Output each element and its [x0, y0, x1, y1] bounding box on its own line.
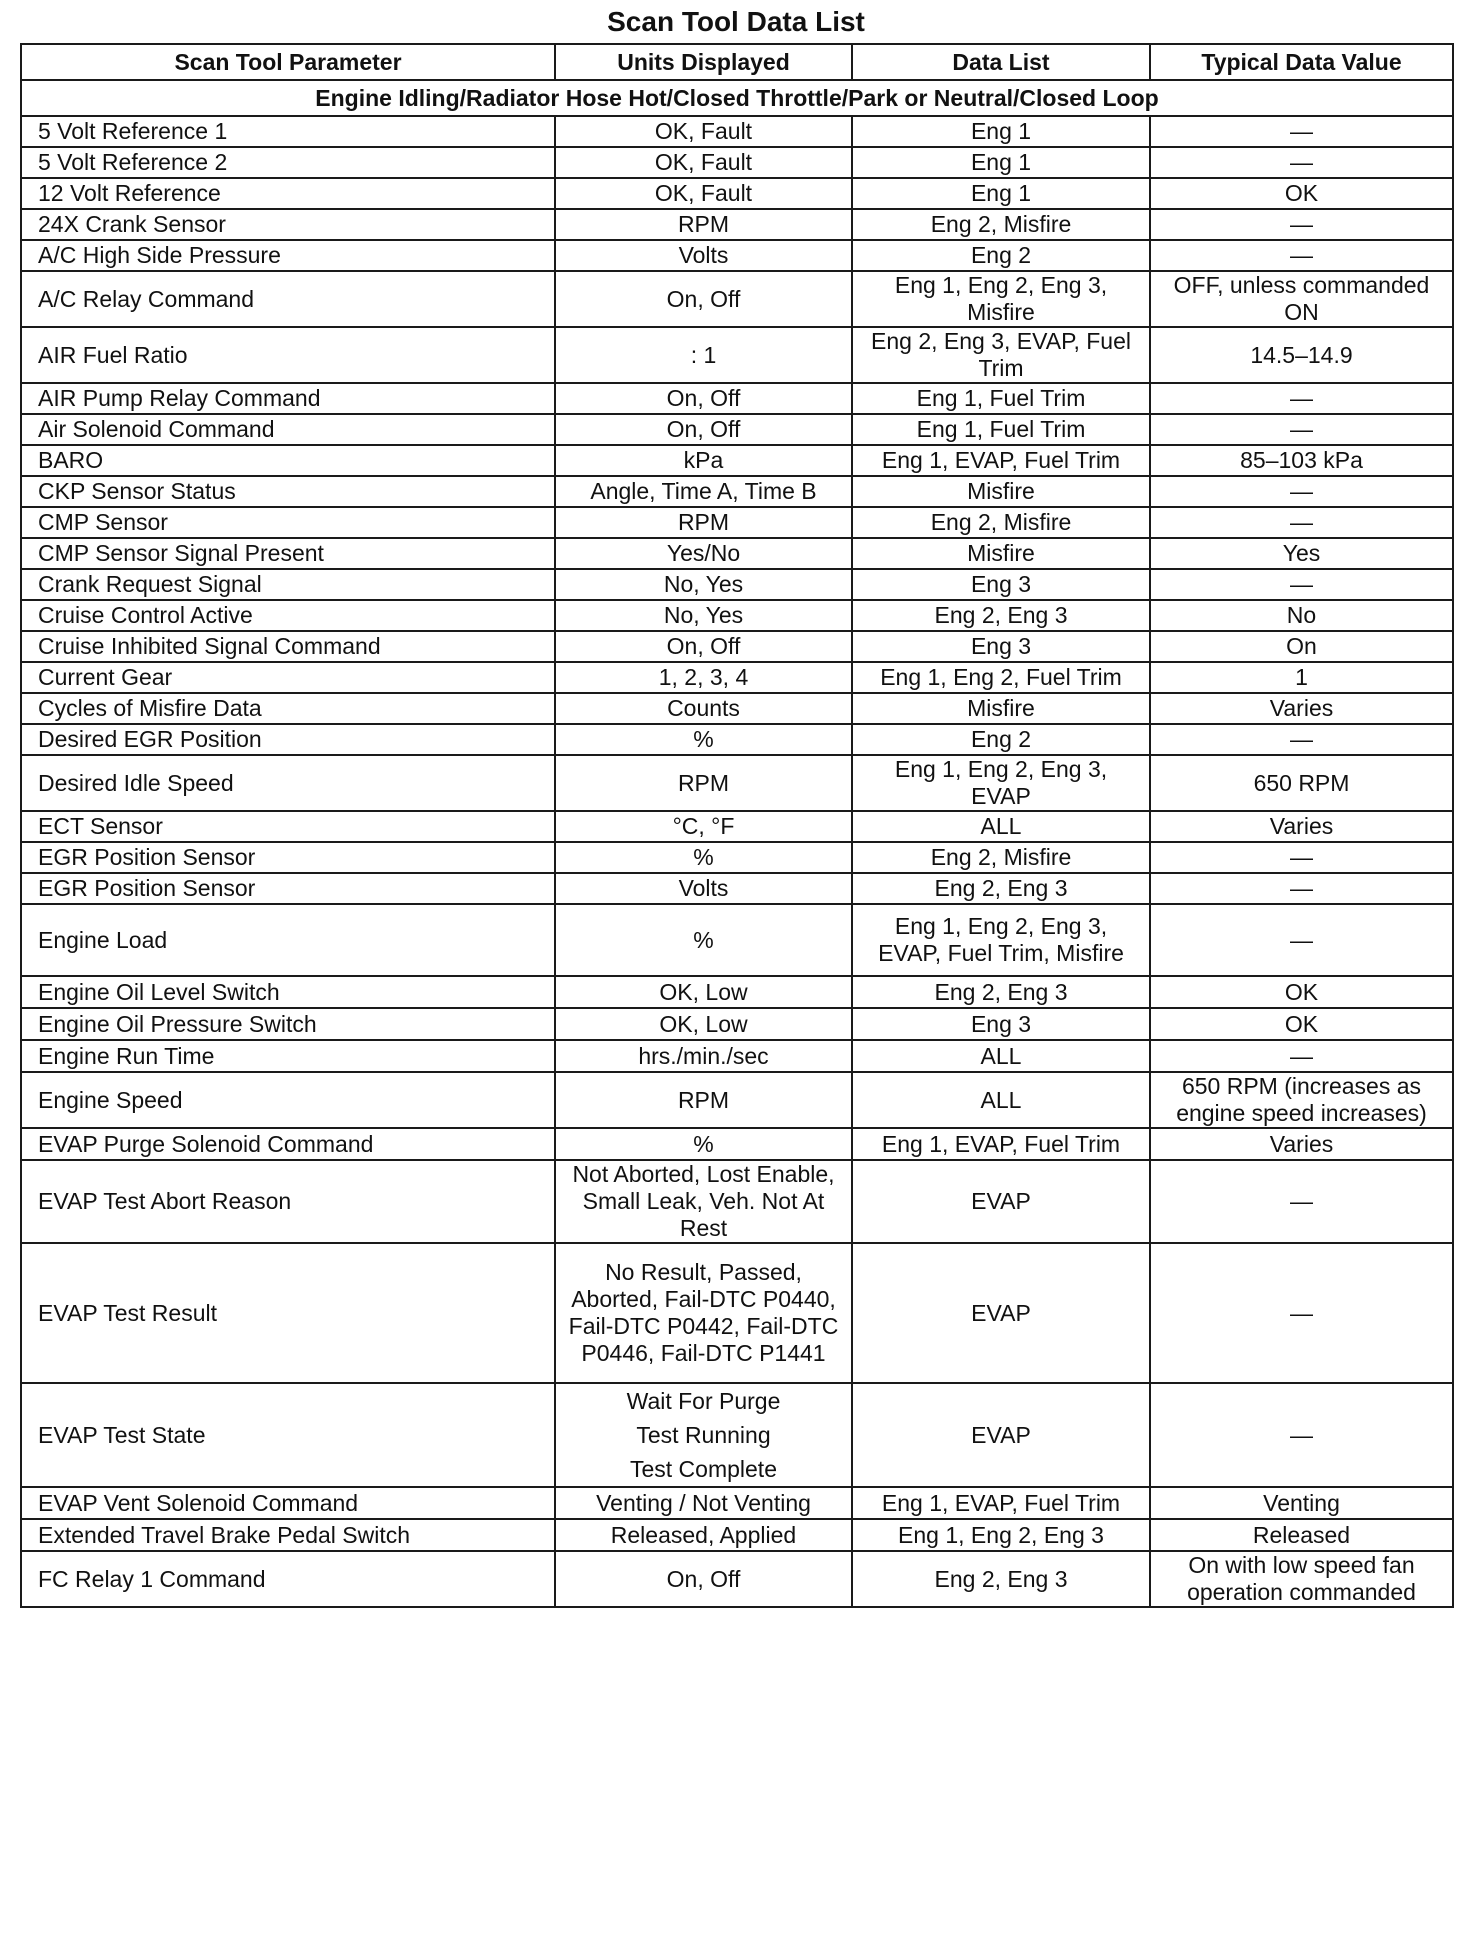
cell-typical-value: 650 RPM: [1150, 755, 1453, 811]
cell-typical-value: —: [1150, 209, 1453, 240]
cell-units-line: Wait For Purge: [626, 1388, 781, 1414]
cell-parameter: EVAP Test Result: [21, 1243, 555, 1383]
table-row: [21, 538, 1453, 569]
table-row: [21, 600, 1453, 631]
table-row: [21, 1008, 1453, 1040]
cell-data-list: Eng 2, Eng 3: [852, 600, 1150, 631]
table-row: [21, 178, 1453, 209]
cell-units: %: [555, 1128, 852, 1160]
cell-parameter: EVAP Vent Solenoid Command: [21, 1487, 555, 1519]
cell-data-list: Eng 1, Fuel Trim: [852, 414, 1150, 445]
cell-units: OK, Low: [555, 976, 852, 1008]
cell-data-list: Eng 2: [852, 240, 1150, 271]
column-header-parameter: Scan Tool Parameter: [21, 44, 555, 80]
table-row: [21, 873, 1453, 904]
cell-units: OK, Fault: [555, 116, 852, 147]
cell-data-list: EVAP: [852, 1383, 1150, 1487]
table-row: [21, 1128, 1453, 1160]
cell-units-line: Test Complete: [629, 1456, 777, 1482]
cell-data-list: Misfire: [852, 476, 1150, 507]
table-row: [21, 271, 1453, 327]
table-row: [21, 445, 1453, 476]
cell-data-list: Eng 1, Eng 2, Eng 3: [852, 1519, 1150, 1551]
table-row: [21, 327, 1453, 383]
table-row: [21, 631, 1453, 662]
cell-parameter: Cruise Inhibited Signal Command: [21, 631, 555, 662]
cell-parameter: A/C Relay Command: [21, 271, 555, 327]
cell-data-list: EVAP: [852, 1160, 1150, 1243]
cell-units: Volts: [555, 873, 852, 904]
cell-units: Venting / Not Venting: [555, 1487, 852, 1519]
cell-units: RPM: [555, 1072, 852, 1128]
table-body: [21, 80, 1453, 1607]
table-row: [21, 507, 1453, 538]
table-row: [21, 1383, 1453, 1487]
scan-tool-data-table: [20, 43, 1454, 1608]
cell-data-list: Eng 1, EVAP, Fuel Trim: [852, 1128, 1150, 1160]
document-title: Scan Tool Data List: [607, 6, 865, 37]
cell-parameter: Desired Idle Speed: [21, 755, 555, 811]
table-row: [21, 755, 1453, 811]
table-row: [21, 1160, 1453, 1243]
cell-data-list: Eng 3: [852, 631, 1150, 662]
cell-data-list: Eng 2, Eng 3: [852, 1551, 1150, 1607]
table-row: [21, 976, 1453, 1008]
cell-parameter: BARO: [21, 445, 555, 476]
cell-typical-value: OFF, unless commanded ON: [1150, 271, 1453, 327]
cell-typical-value: Venting: [1150, 1487, 1453, 1519]
cell-typical-value: On: [1150, 631, 1453, 662]
cell-typical-value: Yes: [1150, 538, 1453, 569]
cell-data-list: Eng 2, Misfire: [852, 842, 1150, 873]
cell-data-list: Eng 2, Misfire: [852, 507, 1150, 538]
cell-parameter: Engine Speed: [21, 1072, 555, 1128]
cell-units: 1, 2, 3, 4: [555, 662, 852, 693]
table-row: [21, 693, 1453, 724]
cell-units: [555, 1383, 852, 1487]
table-row: [21, 414, 1453, 445]
cell-data-list: Misfire: [852, 693, 1150, 724]
table-row: [21, 662, 1453, 693]
cell-typical-value: 14.5–14.9: [1150, 327, 1453, 383]
cell-parameter: CMP Sensor Signal Present: [21, 538, 555, 569]
cell-data-list: EVAP: [852, 1243, 1150, 1383]
cell-typical-value: —: [1150, 1160, 1453, 1243]
cell-typical-value: —: [1150, 414, 1453, 445]
cell-units: On, Off: [555, 414, 852, 445]
cell-parameter: Desired EGR Position: [21, 724, 555, 755]
cell-data-list: Eng 2, Eng 3: [852, 976, 1150, 1008]
cell-typical-value: Varies: [1150, 693, 1453, 724]
column-header-units: Units Displayed: [555, 44, 852, 80]
cell-parameter: Engine Oil Pressure Switch: [21, 1008, 555, 1040]
cell-units: hrs./min./sec: [555, 1040, 852, 1072]
table-row: [21, 811, 1453, 842]
cell-units: Counts: [555, 693, 852, 724]
table-row: [21, 476, 1453, 507]
cell-data-list: Misfire: [852, 538, 1150, 569]
cell-data-list: Eng 1, Fuel Trim: [852, 383, 1150, 414]
table-row: [21, 904, 1453, 976]
cell-typical-value: —: [1150, 1040, 1453, 1072]
cell-data-list: ALL: [852, 1072, 1150, 1128]
cell-parameter: Engine Run Time: [21, 1040, 555, 1072]
cell-units: No Result, Passed, Aborted, Fail-DTC P0440, Fail-DTC P0442, Fail-DTC P0446, Fail-DTC P1441: [555, 1243, 852, 1383]
cell-units: %: [555, 724, 852, 755]
cell-units: Yes/No: [555, 538, 852, 569]
cell-typical-value: On with low speed fan operation commanded: [1150, 1551, 1453, 1607]
column-header-data-list: Data List: [852, 44, 1150, 80]
cell-typical-value: 1: [1150, 662, 1453, 693]
cell-units: No, Yes: [555, 600, 852, 631]
cell-typical-value: —: [1150, 383, 1453, 414]
cell-units: OK, Fault: [555, 147, 852, 178]
cell-units: Not Aborted, Lost Enable, Small Leak, Veh. Not At Rest: [555, 1160, 852, 1243]
cell-units: No, Yes: [555, 569, 852, 600]
table-row: [21, 1040, 1453, 1072]
cell-parameter: ECT Sensor: [21, 811, 555, 842]
cell-data-list: Eng 1, Eng 2, Fuel Trim: [852, 662, 1150, 693]
table-row: [21, 1243, 1453, 1383]
cell-parameter: 5 Volt Reference 2: [21, 147, 555, 178]
cell-typical-value: —: [1150, 873, 1453, 904]
cell-parameter: 24X Crank Sensor: [21, 209, 555, 240]
table-row: [21, 842, 1453, 873]
cell-units: %: [555, 842, 852, 873]
cell-parameter: Current Gear: [21, 662, 555, 693]
cell-units: On, Off: [555, 383, 852, 414]
cell-typical-value: —: [1150, 842, 1453, 873]
table-header-row: [21, 44, 1453, 80]
cell-parameter: EGR Position Sensor: [21, 842, 555, 873]
cell-data-list: Eng 2, Eng 3: [852, 873, 1150, 904]
cell-data-list: ALL: [852, 811, 1150, 842]
cell-typical-value: —: [1150, 1243, 1453, 1383]
cell-units: Angle, Time A, Time B: [555, 476, 852, 507]
cell-parameter: Engine Load: [21, 904, 555, 976]
cell-data-list: Eng 2, Misfire: [852, 209, 1150, 240]
cell-data-list: Eng 1, Eng 2, Eng 3, EVAP, Fuel Trim, Misfire: [852, 904, 1150, 976]
cell-units: RPM: [555, 755, 852, 811]
table-row: [21, 569, 1453, 600]
cell-parameter: AIR Pump Relay Command: [21, 383, 555, 414]
cell-units: : 1: [555, 327, 852, 383]
cell-data-list: Eng 3: [852, 569, 1150, 600]
cell-parameter: CMP Sensor: [21, 507, 555, 538]
cell-data-list: Eng 1: [852, 178, 1150, 209]
cell-data-list: Eng 2: [852, 724, 1150, 755]
cell-typical-value: OK: [1150, 1008, 1453, 1040]
cell-typical-value: Varies: [1150, 811, 1453, 842]
cell-parameter: EVAP Test State: [21, 1383, 555, 1487]
cell-units: %: [555, 904, 852, 976]
cell-typical-value: 85–103 kPa: [1150, 445, 1453, 476]
cell-parameter: Cruise Control Active: [21, 600, 555, 631]
cell-typical-value: 650 RPM (increases as engine speed increases): [1150, 1072, 1453, 1128]
cell-units: Volts: [555, 240, 852, 271]
cell-parameter: FC Relay 1 Command: [21, 1551, 555, 1607]
cell-parameter: Cycles of Misfire Data: [21, 693, 555, 724]
cell-data-list: Eng 1, EVAP, Fuel Trim: [852, 445, 1150, 476]
cell-typical-value: —: [1150, 724, 1453, 755]
cell-units: OK, Fault: [555, 178, 852, 209]
cell-parameter: Air Solenoid Command: [21, 414, 555, 445]
table-row: [21, 1519, 1453, 1551]
table-row: [21, 1551, 1453, 1607]
cell-parameter: Crank Request Signal: [21, 569, 555, 600]
cell-units: On, Off: [555, 271, 852, 327]
cell-typical-value: —: [1150, 569, 1453, 600]
table-row: [21, 147, 1453, 178]
cell-parameter: Extended Travel Brake Pedal Switch: [21, 1519, 555, 1551]
cell-typical-value: —: [1150, 904, 1453, 976]
table-row: [21, 116, 1453, 147]
cell-units: OK, Low: [555, 1008, 852, 1040]
cell-units: kPa: [555, 445, 852, 476]
cell-typical-value: Released: [1150, 1519, 1453, 1551]
cell-typical-value: OK: [1150, 178, 1453, 209]
cell-typical-value: —: [1150, 240, 1453, 271]
cell-typical-value: —: [1150, 476, 1453, 507]
cell-units: RPM: [555, 507, 852, 538]
cell-typical-value: —: [1150, 1383, 1453, 1487]
section-label: Engine Idling/Radiator Hose Hot/Closed Throttle/Park or Neutral/Closed Loop: [21, 80, 1453, 116]
cell-data-list: ALL: [852, 1040, 1150, 1072]
cell-units: Released, Applied: [555, 1519, 852, 1551]
cell-units: RPM: [555, 209, 852, 240]
cell-typical-value: OK: [1150, 976, 1453, 1008]
table-row: [21, 1487, 1453, 1519]
column-header-typical-value: Typical Data Value: [1150, 44, 1453, 80]
cell-parameter: 12 Volt Reference: [21, 178, 555, 209]
cell-parameter: EVAP Test Abort Reason: [21, 1160, 555, 1243]
cell-units: On, Off: [555, 1551, 852, 1607]
cell-units: On, Off: [555, 631, 852, 662]
cell-data-list: Eng 3: [852, 1008, 1150, 1040]
table-row: [21, 383, 1453, 414]
cell-units-line: Test Running: [636, 1422, 771, 1448]
cell-typical-value: Varies: [1150, 1128, 1453, 1160]
cell-typical-value: —: [1150, 507, 1453, 538]
cell-typical-value: No: [1150, 600, 1453, 631]
cell-data-list: Eng 1: [852, 147, 1150, 178]
cell-parameter: 5 Volt Reference 1: [21, 116, 555, 147]
cell-parameter: CKP Sensor Status: [21, 476, 555, 507]
cell-data-list: Eng 2, Eng 3, EVAP, Fuel Trim: [852, 327, 1150, 383]
cell-units: °C, °F: [555, 811, 852, 842]
table-row: [21, 724, 1453, 755]
table-row: [21, 1072, 1453, 1128]
cell-parameter: EVAP Purge Solenoid Command: [21, 1128, 555, 1160]
cell-parameter: EGR Position Sensor: [21, 873, 555, 904]
cell-data-list: Eng 1, Eng 2, Eng 3, Misfire: [852, 271, 1150, 327]
cell-typical-value: —: [1150, 116, 1453, 147]
cell-typical-value: —: [1150, 147, 1453, 178]
cell-parameter: A/C High Side Pressure: [21, 240, 555, 271]
table-row: [21, 209, 1453, 240]
cell-parameter: Engine Oil Level Switch: [21, 976, 555, 1008]
cell-data-list: Eng 1: [852, 116, 1150, 147]
cell-data-list: Eng 1, EVAP, Fuel Trim: [852, 1487, 1150, 1519]
table-row: [21, 240, 1453, 271]
cell-parameter: AIR Fuel Ratio: [21, 327, 555, 383]
cell-data-list: Eng 1, Eng 2, Eng 3, EVAP: [852, 755, 1150, 811]
section-header-row: [21, 80, 1453, 116]
